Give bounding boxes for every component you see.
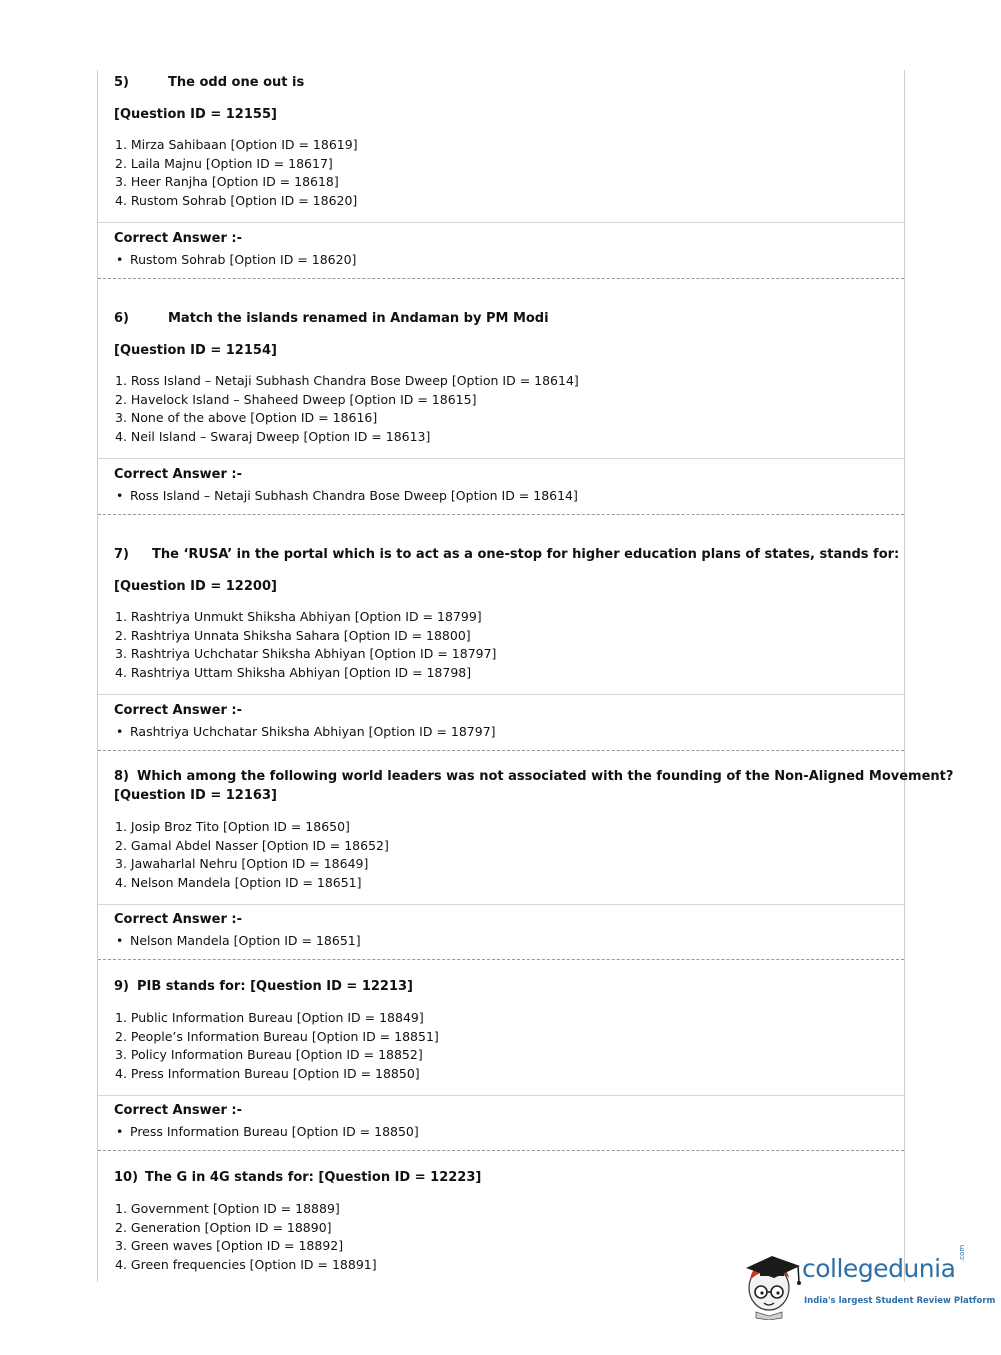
option-item: 2. Gamal Abdel Nasser [Option ID = 18652] xyxy=(115,837,389,853)
correct-answer-value xyxy=(116,1124,419,1139)
option-item: 1. Government [Option ID = 18889] xyxy=(115,1201,340,1216)
question-separator xyxy=(98,959,904,960)
option-item: 2. Rashtriya Unnata Shiksha Sahara [Option ID = 18800] xyxy=(115,627,471,643)
correct-answer-label: Correct Answer :- xyxy=(114,231,242,246)
correct-answer-value xyxy=(116,252,356,267)
question-separator xyxy=(98,278,904,279)
mascot-icon xyxy=(742,1250,802,1320)
correct-answer-value xyxy=(116,488,578,503)
logo-wordmark: collegedunia xyxy=(802,1254,956,1283)
question-heading xyxy=(114,1170,481,1185)
question-id: [Question ID = 12155] xyxy=(114,107,277,122)
option-item: 2. People’s Information Bureau [Option ID = 18851] xyxy=(115,1028,439,1044)
option-item: 2. Generation [Option ID = 18890] xyxy=(115,1219,332,1235)
correct-answer-label: Correct Answer :- xyxy=(114,467,242,482)
question-title: PIB stands for: [Question ID = 12213] xyxy=(137,979,413,994)
option-item: 2. Havelock Island – Shaheed Dweep [Option ID = 18615] xyxy=(115,391,477,407)
question-heading xyxy=(114,311,549,326)
option-item: 3. Jawaharlal Nehru [Option ID = 18649] xyxy=(115,856,369,871)
option-item: 4. Neil Island – Swaraj Dweep [Option ID = 18613] xyxy=(115,428,431,444)
correct-answer-label: Correct Answer :- xyxy=(114,1103,242,1118)
options-list xyxy=(115,818,389,892)
question-heading xyxy=(114,75,304,90)
options-list xyxy=(115,1200,377,1274)
question-separator xyxy=(98,1150,904,1151)
option-item: 1. Mirza Sahibaan [Option ID = 18619] xyxy=(115,137,358,152)
question-separator xyxy=(98,514,904,515)
question-title: The G in 4G stands for: [Question ID = 12223] xyxy=(145,1170,482,1185)
correct-answer-text: Rustom Sohrab [Option ID = 18620] xyxy=(130,252,357,267)
option-item: 4. Rashtriya Uttam Shiksha Abhiyan [Option ID = 18798] xyxy=(115,664,472,680)
question-id: [Question ID = 12163] xyxy=(114,788,277,803)
question-title: Which among the following world leaders was not associated with the founding of the Non-Aligned Movement? xyxy=(137,769,954,784)
divider xyxy=(98,904,904,905)
option-item: 1. Rashtriya Unmukt Shiksha Abhiyan [Option ID = 18799] xyxy=(115,609,482,624)
question-id: [Question ID = 12154] xyxy=(114,343,277,358)
question-number: 8) xyxy=(114,769,129,784)
correct-answer-label: Correct Answer :- xyxy=(114,703,242,718)
correct-answer-text: Nelson Mandela [Option ID = 18651] xyxy=(130,933,361,948)
question-separator xyxy=(98,750,904,751)
question-number: 9) xyxy=(114,979,129,994)
question-title: The ‘RUSA’ in the portal which is to act as a one-stop for higher education plans of states, stands for: xyxy=(152,547,900,562)
question-heading xyxy=(114,547,899,562)
correct-answer-text: Press Information Bureau [Option ID = 18850] xyxy=(130,1124,419,1139)
option-item: 3. None of the above [Option ID = 18616] xyxy=(115,410,378,425)
correct-answer-text: Rashtriya Uchchatar Shiksha Abhiyan [Option ID = 18797] xyxy=(130,724,496,739)
bullet-icon: • xyxy=(116,933,124,948)
bullet-icon: • xyxy=(116,252,124,267)
bullet-icon: • xyxy=(116,488,124,503)
option-item: 3. Policy Information Bureau [Option ID = 18852] xyxy=(115,1047,423,1062)
correct-answer-label: Correct Answer :- xyxy=(114,912,242,927)
divider xyxy=(98,458,904,459)
bullet-icon: • xyxy=(116,1124,124,1139)
option-item: 1. Josip Broz Tito [Option ID = 18650] xyxy=(115,819,350,834)
option-item: 4. Rustom Sohrab [Option ID = 18620] xyxy=(115,192,358,208)
option-item: 3. Green waves [Option ID = 18892] xyxy=(115,1238,344,1253)
option-item: 4. Press Information Bureau [Option ID = 18850] xyxy=(115,1065,420,1081)
collegedunia-logo[interactable] xyxy=(742,1244,996,1320)
question-number: 10) xyxy=(114,1170,139,1185)
options-list xyxy=(115,1009,439,1083)
option-item: 3. Heer Ranjha [Option ID = 18618] xyxy=(115,174,339,189)
bullet-icon: • xyxy=(116,724,124,739)
exam-page xyxy=(97,70,954,1282)
option-item: 4. Green frequencies [Option ID = 18891] xyxy=(115,1256,377,1272)
question-number: 6) xyxy=(114,311,129,326)
question-id: [Question ID = 12200] xyxy=(114,579,277,594)
question-heading xyxy=(114,769,953,784)
question-heading xyxy=(114,979,413,994)
divider xyxy=(98,1095,904,1096)
options-list xyxy=(115,136,358,210)
option-item: 4. Nelson Mandela [Option ID = 18651] xyxy=(115,874,362,890)
option-item: 3. Rashtriya Uchchatar Shiksha Abhiyan [Option ID = 18797] xyxy=(115,646,497,661)
options-list xyxy=(115,372,579,446)
question-title: The odd one out is xyxy=(168,75,305,90)
correct-answer-text: Ross Island – Netaji Subhash Chandra Bose Dweep [Option ID = 18614] xyxy=(130,488,578,503)
logo-domain-suffix: .com xyxy=(958,1244,966,1262)
options-list xyxy=(115,608,496,682)
question-title: Match the islands renamed in Andaman by PM Modi xyxy=(168,311,549,326)
logo-tagline: India's largest Student Review Platform xyxy=(804,1296,996,1306)
option-item: 2. Laila Majnu [Option ID = 18617] xyxy=(115,155,333,171)
correct-answer-value xyxy=(116,724,496,739)
question-number: 7) xyxy=(114,547,129,562)
divider xyxy=(98,222,904,223)
question-number: 5) xyxy=(114,75,129,90)
divider xyxy=(98,694,904,695)
option-item: 1. Ross Island – Netaji Subhash Chandra Bose Dweep [Option ID = 18614] xyxy=(115,373,579,388)
option-item: 1. Public Information Bureau [Option ID = 18849] xyxy=(115,1010,424,1025)
correct-answer-value xyxy=(116,933,361,948)
